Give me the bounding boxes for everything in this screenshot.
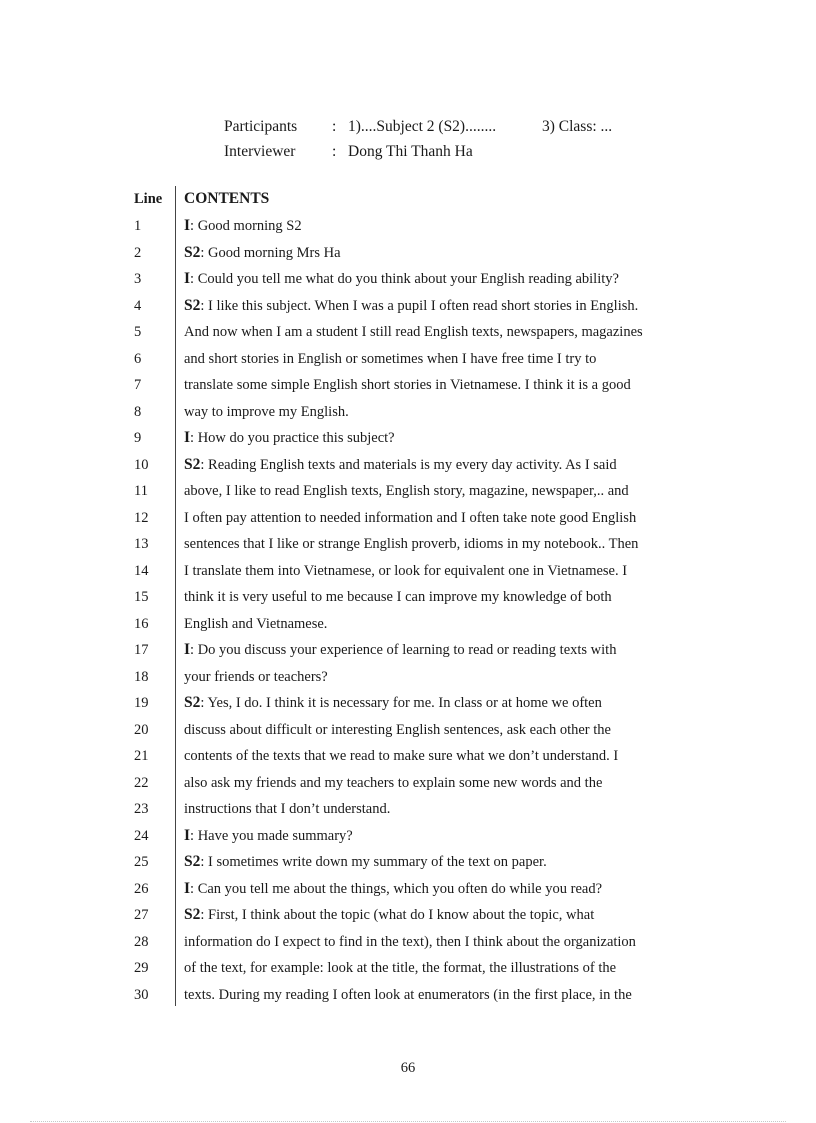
line-number: 14 — [134, 562, 149, 579]
utterance-text — [184, 637, 616, 664]
utterance-text — [184, 717, 611, 744]
line-number: 9 — [134, 430, 142, 446]
utterance-body: : Do you discuss your experience of learning to read or reading texts with — [190, 642, 617, 658]
utterance-body: I translate them into Vietnamese, or look for equivalent one in Vietnamese. I — [184, 562, 628, 579]
line-number: 8 — [134, 403, 142, 420]
table-row — [134, 531, 714, 558]
table-row — [134, 902, 714, 929]
utterance-text — [184, 982, 632, 1009]
utterance-text — [184, 849, 547, 876]
utterance-body: And now when I am a student I still read English texts, newspapers, magazines — [184, 324, 643, 340]
participants-label: Participants — [224, 118, 298, 135]
utterance-text — [184, 584, 612, 611]
class-value: 3) Class: ... — [542, 118, 613, 135]
table-row — [134, 876, 714, 903]
utterance-body: : Yes, I do. I think it is necessary for me. In class or at home we often — [200, 695, 602, 711]
line-number: 18 — [134, 668, 149, 685]
utterance-text — [184, 452, 617, 479]
line-number: 25 — [134, 854, 149, 870]
utterance-text — [184, 372, 631, 399]
speaker-label: S2 — [184, 694, 201, 711]
utterance-text — [184, 796, 390, 823]
speaker-label: I — [184, 826, 191, 844]
utterance-body: instructions that I don’t understand. — [184, 801, 391, 817]
line-number: 29 — [134, 960, 149, 976]
participants-value: 1)....Subject 2 (S2)........ — [348, 118, 497, 135]
utterance-text — [184, 240, 341, 267]
line-number: 5 — [134, 324, 142, 340]
utterance-body: of the text, for example: look at the title, the format, the illustrations of the — [184, 960, 617, 976]
table-row — [134, 955, 714, 982]
line-number: 13 — [134, 536, 149, 552]
line-column-header: Line — [134, 191, 163, 207]
table-row — [134, 346, 714, 373]
page-number: 66 — [400, 1060, 416, 1076]
utterance-text — [184, 505, 636, 532]
utterance-text — [184, 823, 353, 850]
utterance-text — [184, 955, 616, 982]
table-row — [134, 743, 714, 770]
speaker-label: I — [184, 879, 191, 897]
utterance-text — [184, 770, 602, 797]
table-row — [134, 478, 714, 505]
speaker-label: S2 — [184, 455, 201, 473]
speaker-label: S2 — [184, 906, 201, 923]
utterance-body: translate some simple English short stories in Vietnamese. I think it is a good — [184, 377, 631, 393]
utterance-body: : Good morning S2 — [190, 218, 302, 234]
speaker-label: I — [184, 270, 191, 287]
table-row — [134, 611, 714, 638]
line-number: 24 — [134, 827, 149, 844]
utterance-body: : How do you practice this subject? — [190, 430, 395, 446]
line-number: 20 — [134, 721, 149, 738]
line-number: 27 — [134, 907, 149, 923]
line-number: 28 — [134, 933, 149, 950]
utterance-body: think it is very useful to me because I can improve my knowledge of both — [184, 589, 612, 605]
transcript-table — [134, 186, 714, 1008]
utterance-body: : Have you made summary? — [190, 827, 353, 844]
utterance-body: sentences that I like or strange English proverb, idioms in my notebook.. Then — [184, 536, 639, 552]
utterance-text — [184, 293, 638, 320]
speaker-label: I — [184, 217, 191, 234]
line-number: 15 — [134, 589, 149, 605]
line-number: 6 — [134, 350, 142, 367]
contents-column-header: CONTENTS — [184, 190, 270, 207]
utterance-body: above, I like to read English texts, English story, magazine, newspaper,.. and — [184, 483, 629, 499]
participants-colon: : — [332, 118, 337, 135]
line-number: 22 — [134, 774, 149, 791]
line-number: 30 — [134, 986, 149, 1003]
table-row — [134, 982, 714, 1009]
utterance-text — [184, 319, 643, 346]
table-row — [134, 664, 714, 691]
utterance-body: contents of the texts that we read to make sure what we don’t understand. I — [184, 748, 619, 764]
utterance-text — [184, 743, 618, 770]
utterance-text — [184, 478, 629, 505]
page-bottom-rule — [30, 1121, 786, 1122]
interviewer-label: Interviewer — [224, 143, 296, 160]
line-number: 17 — [134, 642, 149, 658]
line-number: 23 — [134, 801, 149, 817]
utterance-body: : Could you tell me what do you think about your English reading ability? — [190, 271, 619, 287]
table-row — [134, 213, 714, 240]
utterance-body: : Reading English texts and materials is my every day activity. As I said — [200, 456, 617, 473]
table-row — [134, 823, 714, 850]
utterance-text — [184, 425, 395, 452]
utterance-body: : Good morning Mrs Ha — [200, 244, 341, 261]
utterance-text — [184, 213, 302, 240]
table-row — [134, 796, 714, 823]
table-row — [134, 929, 714, 956]
line-number: 19 — [134, 695, 149, 711]
utterance-text — [184, 929, 636, 956]
speaker-label: S2 — [184, 296, 201, 314]
line-number: 2 — [134, 244, 142, 261]
line-number: 1 — [134, 218, 142, 234]
table-row — [134, 425, 714, 452]
table-row — [134, 690, 714, 717]
line-number: 10 — [134, 456, 149, 473]
utterance-body: : I sometimes write down my summary of the text on paper. — [200, 854, 547, 870]
utterance-text — [184, 611, 327, 638]
table-row — [134, 584, 714, 611]
table-header-row — [134, 186, 714, 213]
table-row — [134, 240, 714, 267]
speaker-label: I — [184, 641, 191, 658]
line-number: 26 — [134, 880, 149, 897]
utterance-body: : First, I think about the topic (what do I know about the topic, what — [200, 907, 595, 923]
utterance-text — [184, 664, 328, 691]
utterance-text — [184, 266, 619, 293]
line-number: 3 — [134, 271, 142, 287]
utterance-body: English and Vietnamese. — [184, 615, 328, 632]
utterance-body: : Can you tell me about the things, which you often do while you read? — [190, 880, 603, 897]
table-row — [134, 505, 714, 532]
table-row — [134, 717, 714, 744]
table-row — [134, 637, 714, 664]
utterance-body: and short stories in English or sometimes when I have free time I try to — [184, 350, 597, 367]
utterance-body: I often pay attention to needed information and I often take note good English — [184, 509, 637, 526]
utterance-text — [184, 531, 638, 558]
line-number: 16 — [134, 615, 149, 632]
utterance-text — [184, 346, 596, 373]
line-number: 4 — [134, 297, 142, 314]
line-number: 7 — [134, 377, 142, 393]
utterance-text — [184, 876, 602, 903]
utterance-body: way to improve my English. — [184, 403, 349, 420]
line-number: 12 — [134, 509, 149, 526]
interviewer-colon: : — [332, 143, 337, 160]
table-row — [134, 558, 714, 585]
table-row — [134, 770, 714, 797]
line-number: 11 — [134, 483, 148, 499]
utterance-text — [184, 690, 602, 717]
interviewer-value: Dong Thi Thanh Ha — [348, 143, 473, 160]
utterance-body: also ask my friends and my teachers to explain some new words and the — [184, 774, 603, 791]
utterance-body: texts. During my reading I often look at enumerators (in the first place, in the — [184, 986, 632, 1003]
utterance-body: discuss about difficult or interesting English sentences, ask each other the — [184, 721, 611, 738]
utterance-text — [184, 902, 594, 929]
table-row — [134, 399, 714, 426]
utterance-body: your friends or teachers? — [184, 668, 328, 685]
speaker-label: S2 — [184, 243, 201, 261]
table-row — [134, 372, 714, 399]
speaker-label: S2 — [184, 853, 201, 870]
speaker-label: I — [184, 429, 191, 446]
table-row — [134, 266, 714, 293]
table-row — [134, 452, 714, 479]
utterance-body: : I like this subject. When I was a pupil I often read short stories in English. — [200, 297, 639, 314]
table-row — [134, 293, 714, 320]
utterance-text — [184, 399, 349, 426]
table-row — [134, 319, 714, 346]
line-number: 21 — [134, 748, 149, 764]
table-row — [134, 849, 714, 876]
utterance-body: information do I expect to find in the text), then I think about the organization — [184, 933, 636, 950]
utterance-text — [184, 558, 627, 585]
